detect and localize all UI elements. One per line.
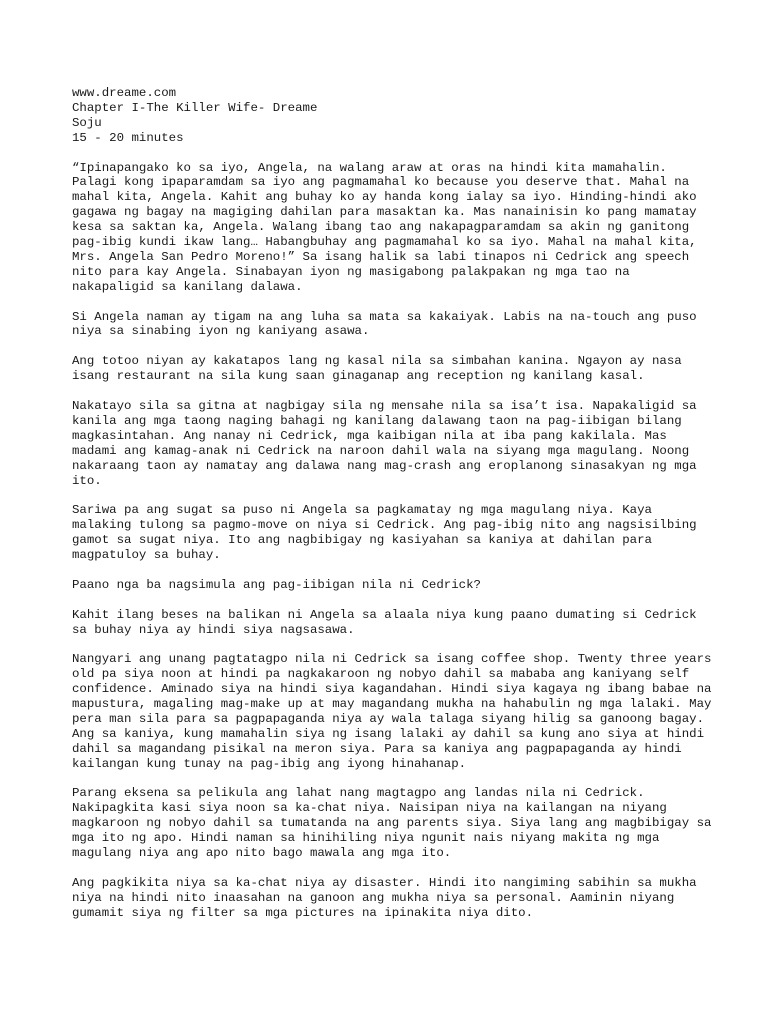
site-url: www.dreame.com <box>72 86 177 100</box>
chapter-title: Chapter I-The Killer Wife- Dreame <box>72 100 318 115</box>
author-name: Soju <box>72 115 102 130</box>
document-header <box>72 86 712 146</box>
paragraph: Sariwa pa ang sugat sa puso ni Angela sa pagkamatay ng mga magulang niya. Kaya malaking tulong sa pagmo-move on niya si Cedrick. Ang pag-ibig nito ang nagsisilbing gamot sa sugat niya. Ito ang nagbibigay ng kasiyahan sa kaniya at dahilan para magpatuloy sa buhay. <box>72 503 697 563</box>
document-page <box>72 86 712 935</box>
paragraph: Ang pagkikita niya sa ka-chat niya ay disaster. Hindi ito nangiming sabihin sa mukha niya na hindi nito inaasahan na ganoon ang mukha niya sa personal. Aaminin niyang gumamit siya ng filter sa mga pictures na ipinakita niya dito. <box>72 875 697 920</box>
paragraph: Nangyari ang unang pagtatagpo nila ni Cedrick sa isang coffee shop. Twenty three years old pa siya noon at hindi pa nagkakaroon ng nobyo dahil sa mababa ang kaniyang self confidence. Aminado siya na hindi siya kagandahan. Hindi siya kagaya ng ibang babae na mapustura, magaling mag-make up at may magandang mukha na hahabulin ng mga lalaki. May pera man sila para sa pagpapaganda niya ay wala talaga siyang hilig sa ganoong bagay. Ang sa kaniya, kung mamahalin siya ng isang lalaki ay dahil sa kung ano siya at hindi dahil sa magandang pisikal na meron siya. Para sa kaniya ang pagpapaganda ay hindi kailangan kung tunay na pag-ibig ang iyong hinahanap. <box>72 652 712 771</box>
paragraph: Parang eksena sa pelikula ang lahat nang magtagpo ang landas nila ni Cedrick. Nakipagkita kasi siya noon sa ka-chat niya. Naisipan niya na kailangan na niyang magkaroon ng nobyo dahil sa tumatanda na ang parents siya. Siya lang ang magbibigay sa mga ito ng apo. Hindi naman sa hinihiling niya ngunit nais niyang makita ng mga magulang niya ang apo nito bago mawala ang mga ito. <box>72 786 712 861</box>
paragraph: Paano nga ba nagsimula ang pag-iibigan nila ni Cedrick? <box>72 577 481 592</box>
reading-time: 15 - 20 minutes <box>72 130 184 145</box>
paragraph: Si Angela naman ay tigam na ang luha sa mata sa kakaiyak. Labis na na-touch ang puso niya sa sinabing iyon ng kaniyang asawa. <box>72 309 697 339</box>
paragraph: “Ipinapangako ko sa iyo, Angela, na walang araw at oras na hindi kita mamahalin. Palagi kong ipaparamdam sa iyo ang pagmamahal ko because you deserve that. Mahal na mahal kita, Angela. Kahit ang buhay ko ay handa kong ialay sa iyo. Hinding-hindi ako gagawa ng bagay na magiging dahilan para masaktan ka. Mas nanainisin ko pang mamatay kesa sa saktan ka, Angela. Walang ibang tao ang nakapagparamdam sa akin ng ganitong pag-ibig kundi ikaw lang… Habangbuhay ang pagmamahal ko sa iyo. Mahal na mahal kita, Mrs. Angela San Pedro Moreno!” Sa isang halik sa labi tinapos ni Cedrick ang speech nito para kay Angela. Sinabayan iyon ng masigabong palakpakan ng mga tao na nakapaligid sa kanilang dalawa. <box>72 160 697 294</box>
paragraph: Kahit ilang beses na balikan ni Angela sa alaala niya kung paano dumating si Cedrick sa buhay niya ay hindi siya nagsasawa. <box>72 607 697 637</box>
paragraph: Ang totoo niyan ay kakatapos lang ng kasal nila sa simbahan kanina. Ngayon ay nasa isang restaurant na sila kung saan ginaganap ang reception ng kanilang kasal. <box>72 354 682 384</box>
paragraph: Nakatayo sila sa gitna at nagbigay sila ng mensahe nila sa isa’t isa. Napakaligid sa kanila ang mga taong naging bahagi ng kanilang dalawang taon na pag-iibigan bilang magkasintahan. Ang nanay ni Cedrick, mga kaibigan nila at iba pang kakilala. Mas madami ang kamag-anak ni Cedrick na naroon dahil wala na siyang mga magulang. Noong nakaraang taon ay namatay ang dalawa nang mag-crash ang eroplanong sinasakyan ng mga ito. <box>72 398 697 488</box>
